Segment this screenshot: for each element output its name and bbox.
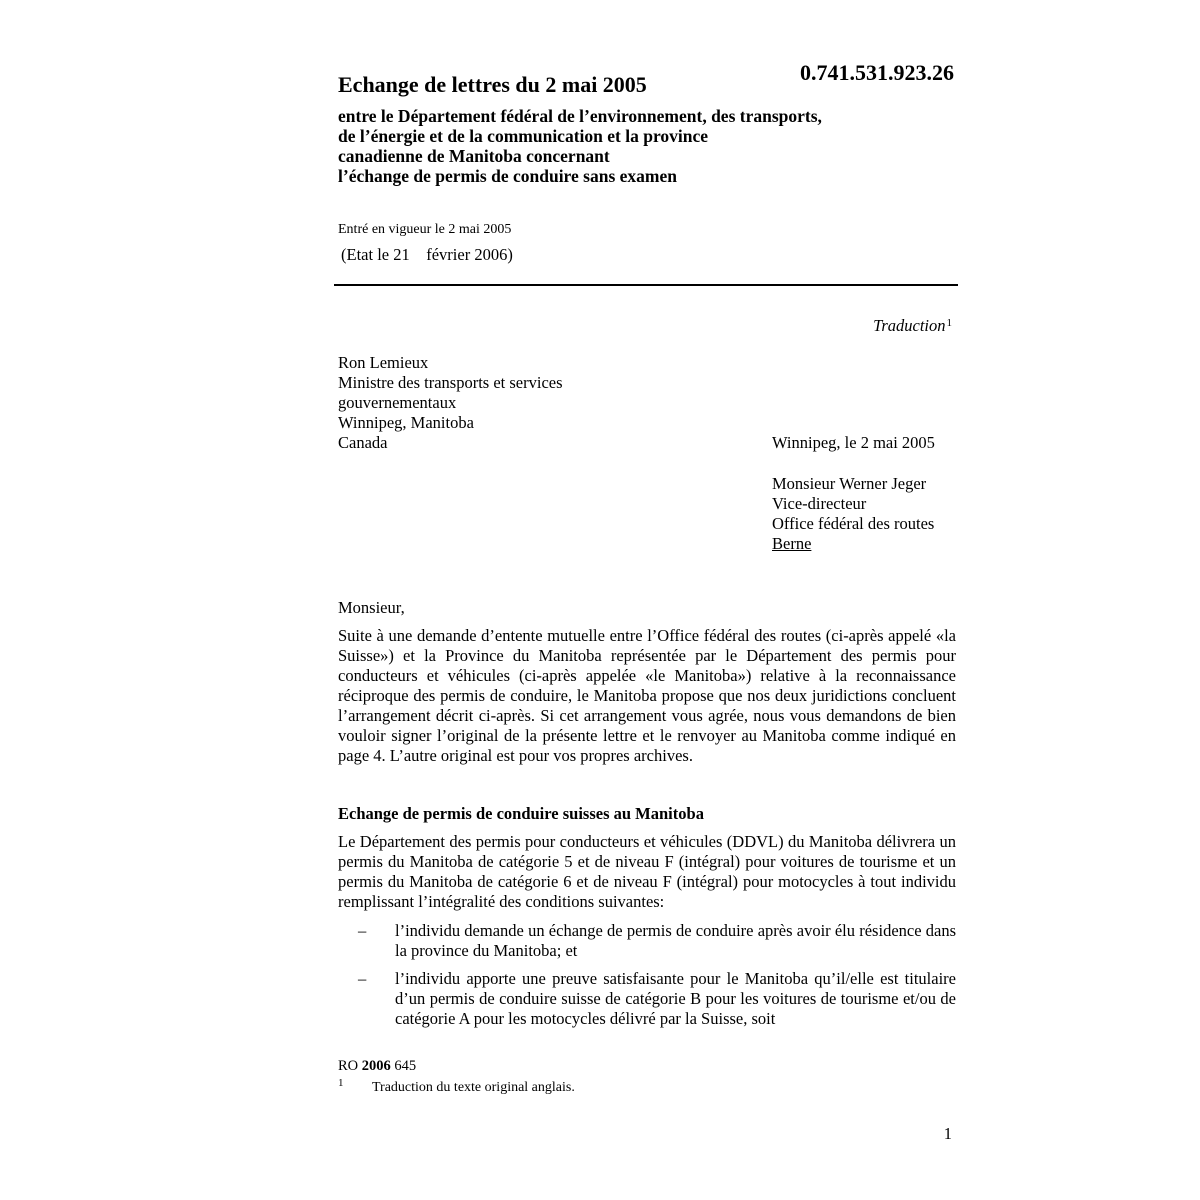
entry-into-force: Entré en vigueur le 2 mai 2005: [338, 222, 512, 237]
recipient-address: [772, 474, 934, 554]
bullet-marker: –: [358, 969, 367, 988]
list-item: [338, 969, 956, 1029]
sender-line: gouvernementaux: [338, 393, 457, 412]
official-compilation-reference: [338, 1058, 416, 1075]
paragraph: Le Département des permis pour conducteurs et véhicules (DDVL) du Manitoba délivrera un permis du Manitoba de catégorie 5 et de niveau F (intégral) pour voitures de tourisme et un permis du Manitoba de catégorie 6 et de niveau F (intégral) pour motocycles à tout individu remplissant l’intégralité des conditions suivantes:: [338, 832, 956, 911]
salutation: Monsieur,: [338, 598, 405, 617]
subtitle-line: entre le Département fédéral de l’environnement, des transports,: [338, 106, 822, 126]
footnote-reference[interactable]: 1: [946, 317, 952, 329]
subtitle-line: canadienne de Manitoba concernant: [338, 146, 610, 166]
list-item: [338, 921, 956, 961]
footnote-text: Traduction du texte original anglais.: [372, 1080, 575, 1095]
page-number: 1: [943, 1124, 952, 1143]
recipient-name: Monsieur Werner Jeger: [772, 474, 927, 493]
sender-address: [338, 353, 563, 453]
subtitle-line: l’échange de permis de conduire sans examen: [338, 166, 677, 186]
document-subtitle: [338, 106, 822, 186]
ro-year: 2006: [361, 1058, 391, 1074]
header-divider: [334, 284, 958, 286]
section-heading: Echange de permis de conduire suisses au Manitoba: [338, 804, 704, 823]
ro-page: 645: [394, 1058, 417, 1074]
list-item-text: l’individu apporte une preuve satisfaisante pour le Manitoba qu’il/elle est titulaire d’un permis de conduire suisse de catégorie B pour les voitures de tourisme et/ou de catégorie A pour les motocycles délivré par la Suisse, soit: [395, 969, 956, 1028]
status-date: (Etat le 21 février 2006): [341, 245, 513, 264]
place-date: Winnipeg, le 2 mai 2005: [772, 433, 935, 452]
document-page: [338, 0, 958, 1200]
sr-number: 0.741.531.923.26: [800, 60, 954, 85]
document-title: Echange de lettres du 2 mai 2005: [338, 72, 647, 97]
footnote: [338, 1077, 575, 1096]
ro-prefix: RO: [338, 1058, 359, 1074]
translation-note: [873, 316, 952, 336]
recipient-position: Vice-directeur: [772, 494, 867, 513]
sender-line: Canada: [338, 433, 388, 452]
recipient-office: Office fédéral des routes: [772, 514, 935, 533]
sender-line: Ron Lemieux: [338, 353, 429, 372]
sender-line: Winnipeg, Manitoba: [338, 413, 474, 432]
sender-line: Ministre des transports et services: [338, 373, 563, 392]
paragraph: Suite à une demande d’entente mutuelle entre l’Office fédéral des routes (ci-après appelé «la Suisse») et la Province du Manitoba représentée par le Département des permis pour conducteurs et véhicules (ci-après appelée «le Manitoba») relative à la reconnaissance réciproque des permis de conduire, le Manitoba propose que nos deux juridictions concluent l’arrangement décrit ci-après. Si cet arrangement vous agrée, nous vous demandons de bien vouloir signer l’original de la présente lettre et le renvoyer au Manitoba comme indiqué en page 4. L’autre original est pour vos propres archives.: [338, 626, 956, 765]
footnote-number: 1: [338, 1077, 344, 1089]
bullet-marker: –: [358, 921, 367, 940]
subtitle-line: de l’énergie et de la communication et la province: [338, 126, 709, 146]
recipient-city: Berne: [772, 534, 812, 553]
list-item-text: l’individu demande un échange de permis de conduire après avoir élu résidence dans la province du Manitoba; et: [395, 921, 956, 960]
translation-label: Traduction: [873, 316, 946, 335]
